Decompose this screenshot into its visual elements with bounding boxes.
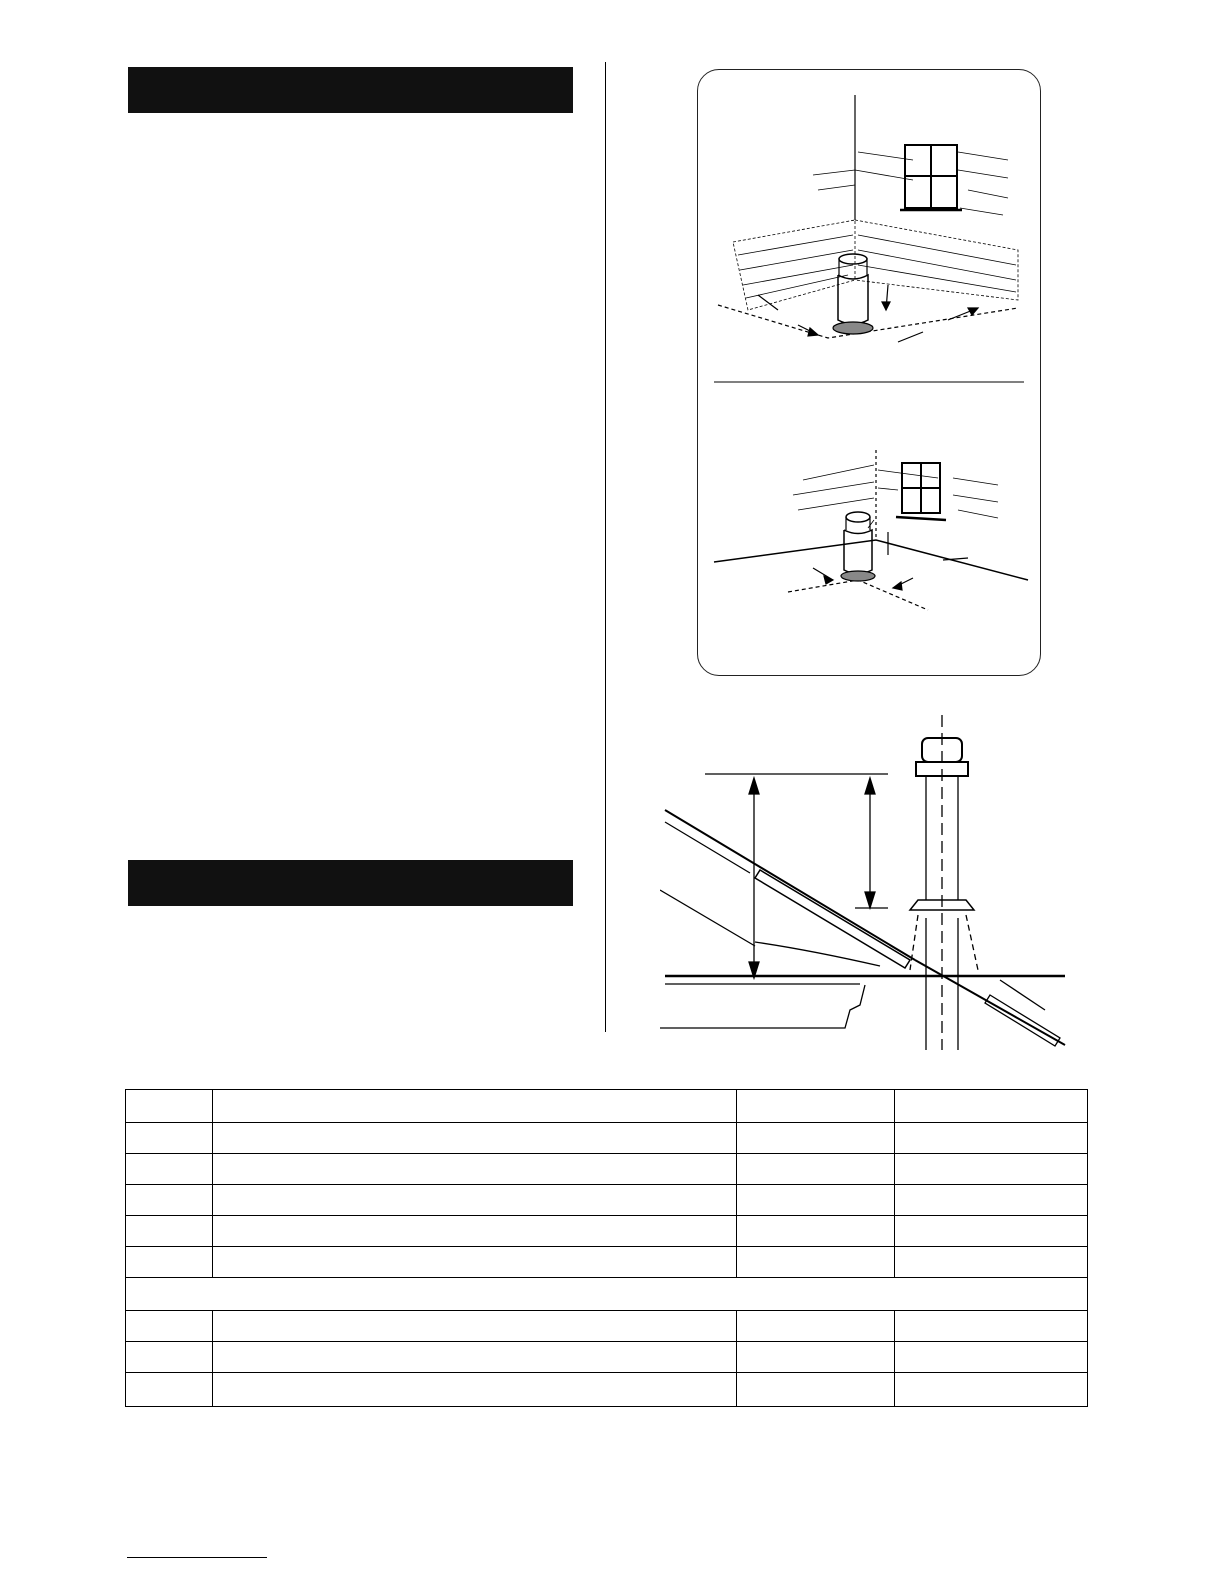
table-cell xyxy=(895,1311,1088,1342)
table-cell xyxy=(737,1090,895,1123)
table-section-row xyxy=(126,1278,1088,1311)
table-cell xyxy=(213,1342,737,1373)
table-cell xyxy=(737,1342,895,1373)
table-cell xyxy=(213,1216,737,1247)
clearance-table xyxy=(125,1089,1088,1407)
table-cell xyxy=(737,1311,895,1342)
table-cell xyxy=(895,1373,1088,1407)
table-row xyxy=(126,1154,1088,1185)
vent-terminal-flat-roof-illustration xyxy=(698,70,1042,677)
table-cell xyxy=(126,1216,213,1247)
table-row xyxy=(126,1247,1088,1278)
table-cell xyxy=(213,1311,737,1342)
table-cell xyxy=(126,1311,213,1342)
table-cell xyxy=(895,1154,1088,1185)
table-cell xyxy=(126,1247,213,1278)
table-row xyxy=(126,1311,1088,1342)
column-divider xyxy=(605,62,606,1032)
table-cell xyxy=(737,1247,895,1278)
table-header-row xyxy=(126,1090,1088,1123)
table-cell xyxy=(126,1090,213,1123)
table-cell xyxy=(737,1123,895,1154)
table-row xyxy=(126,1342,1088,1373)
table-row xyxy=(126,1123,1088,1154)
table-cell xyxy=(213,1154,737,1185)
table-row xyxy=(126,1185,1088,1216)
table-cell xyxy=(895,1123,1088,1154)
table-cell xyxy=(126,1342,213,1373)
table-row xyxy=(126,1373,1088,1407)
table-cell xyxy=(126,1154,213,1185)
table-cell xyxy=(126,1123,213,1154)
footnote-rule xyxy=(127,1557,267,1558)
table-cell xyxy=(895,1216,1088,1247)
table-cell xyxy=(737,1154,895,1185)
table-cell xyxy=(895,1090,1088,1123)
table-cell xyxy=(737,1216,895,1247)
table-cell xyxy=(213,1373,737,1407)
table-cell xyxy=(737,1185,895,1216)
terminal-clearance-figure xyxy=(697,69,1041,676)
table-cell xyxy=(213,1090,737,1123)
table-cell xyxy=(737,1373,895,1407)
section-heading-bar-2 xyxy=(128,860,573,906)
table-section-cell xyxy=(126,1278,1088,1311)
table-cell xyxy=(895,1342,1088,1373)
table-row xyxy=(126,1216,1088,1247)
table-cell xyxy=(126,1185,213,1216)
table-cell xyxy=(895,1185,1088,1216)
pitched-roof-terminal-figure xyxy=(660,710,1080,1050)
table-cell xyxy=(213,1123,737,1154)
table-cell xyxy=(213,1185,737,1216)
table-cell xyxy=(213,1247,737,1278)
section-heading-bar xyxy=(128,67,573,113)
table-cell xyxy=(895,1247,1088,1278)
table-cell xyxy=(126,1373,213,1407)
vent-terminal-pitched-roof-illustration xyxy=(660,710,1080,1050)
